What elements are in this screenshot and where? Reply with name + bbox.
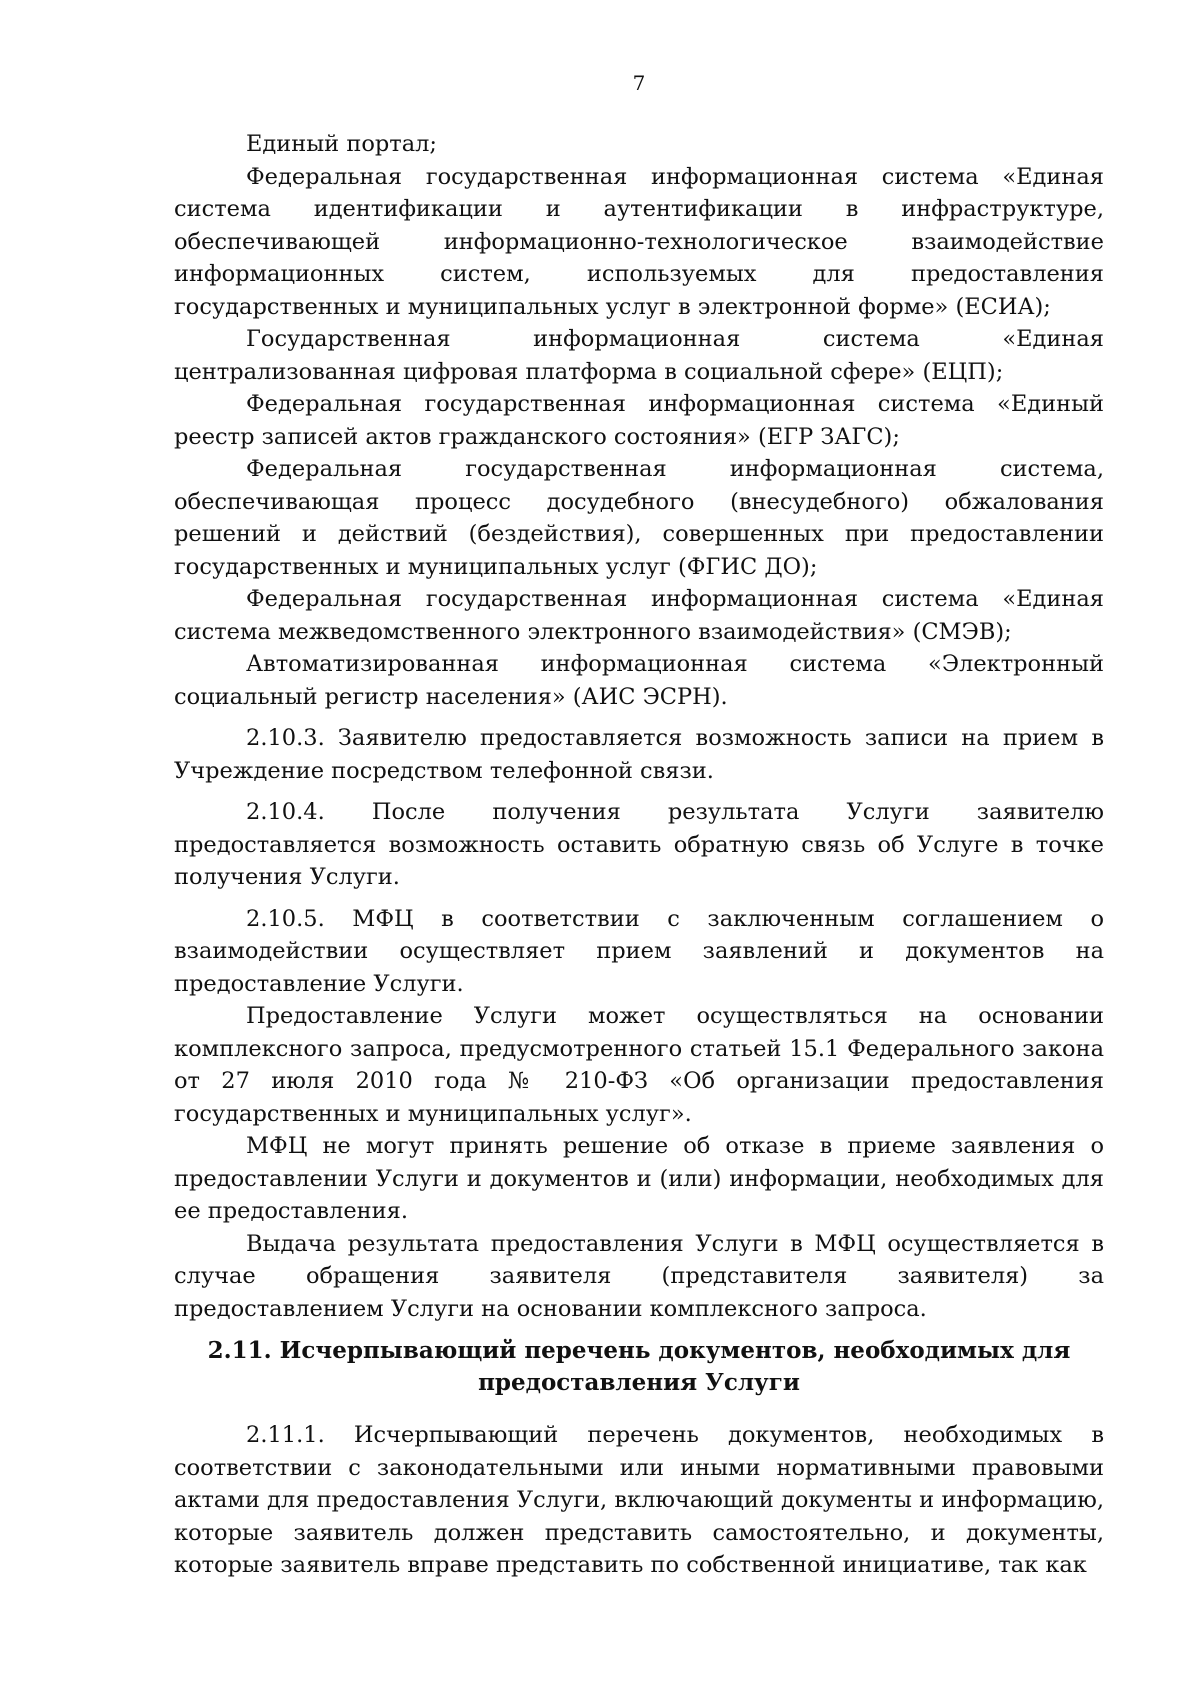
- section-heading-2-11: [174, 1335, 1104, 1399]
- list-item-ais-esrn: Автоматизированная информационная система «Электронный социальный регистр населения» (АИС ЭСРН).: [174, 651, 1104, 710]
- section-heading-line-1: 2.11. Исчерпывающий перечень документов, необходимых для: [207, 1337, 1071, 1364]
- paragraph-2-10-5: 2.10.5. МФЦ в соответствии с заключенным соглашением о взаимодействии осуществляет прием заявлений и документов на предоставление Услуги.: [174, 905, 1104, 997]
- paragraph-complex-request: Предоставление Услуги может осуществляться на основании комплексного запроса, предусмотренного статьей 15.1 Федерального закона от 27 июля 2010 года № 210-ФЗ «Об организации предоставления государственных и муниципальных услуг».: [174, 1003, 1104, 1127]
- list-item-smev: Федеральная государственная информационная система «Единая система межведомственного электронного взаимодействия» (СМЭВ);: [174, 586, 1104, 645]
- list-item-egr-zags: Федеральная государственная информационная система «Единый реестр записей актов гражданского состояния» (ЕГР ЗАГС);: [174, 391, 1104, 450]
- list-item-portal: Единый портал;: [246, 131, 438, 157]
- list-item-esia: Федеральная государственная информационная система «Единая система идентификации и аутентификации в инфраструктуре, обеспечивающей информационно-технологическое взаимодействие информационных систем, используемых для предоставления государственных и муниципальных услуг в электронной форме» (ЕСИА);: [174, 163, 1104, 320]
- paragraph-2-10-3: 2.10.3. Заявителю предоставляется возможность записи на прием в Учреждение посредством телефонной связи.: [174, 725, 1104, 784]
- list-item-ecp: Государственная информационная система «Единая централизованная цифровая платформа в социальной сфере» (ЕЦП);: [174, 326, 1104, 385]
- list-item-fgis-do: Федеральная государственная информационная система, обеспечивающая процесс досудебного (внесудебного) обжалования решений и действий (бездействия), совершенных при предоставлении государственных и муниципальных услуг (ФГИС ДО);: [174, 456, 1104, 580]
- paragraph-mfc-refusal: МФЦ не могут принять решение об отказе в приеме заявления о предоставлении Услуги и документов и (или) информации, необходимых для ее предоставления.: [174, 1133, 1104, 1224]
- paragraph-result-issue: Выдача результата предоставления Услуги в МФЦ осуществляется в случае обращения заявителя (представителя заявителя) за предоставлением Услуги на основании комплексного запроса.: [174, 1230, 1104, 1322]
- page-number: 7: [632, 71, 646, 95]
- paragraph-2-10-4: 2.10.4. После получения результата Услуги заявителю предоставляется возможность оставить обратную связь об Услуге в точке получения Услуги.: [174, 799, 1104, 890]
- section-heading-line-2: предоставления Услуги: [478, 1369, 800, 1396]
- paragraph-2-11-1: 2.11.1. Исчерпывающий перечень документов, необходимых в соответствии с законодательными или иными нормативными правовыми актами для предоставления Услуги, включающий документы и информацию, которые заявитель должен представить самостоятельно, и документы, которые заявитель вправе представить по собственной инициативе, так как: [174, 1422, 1104, 1578]
